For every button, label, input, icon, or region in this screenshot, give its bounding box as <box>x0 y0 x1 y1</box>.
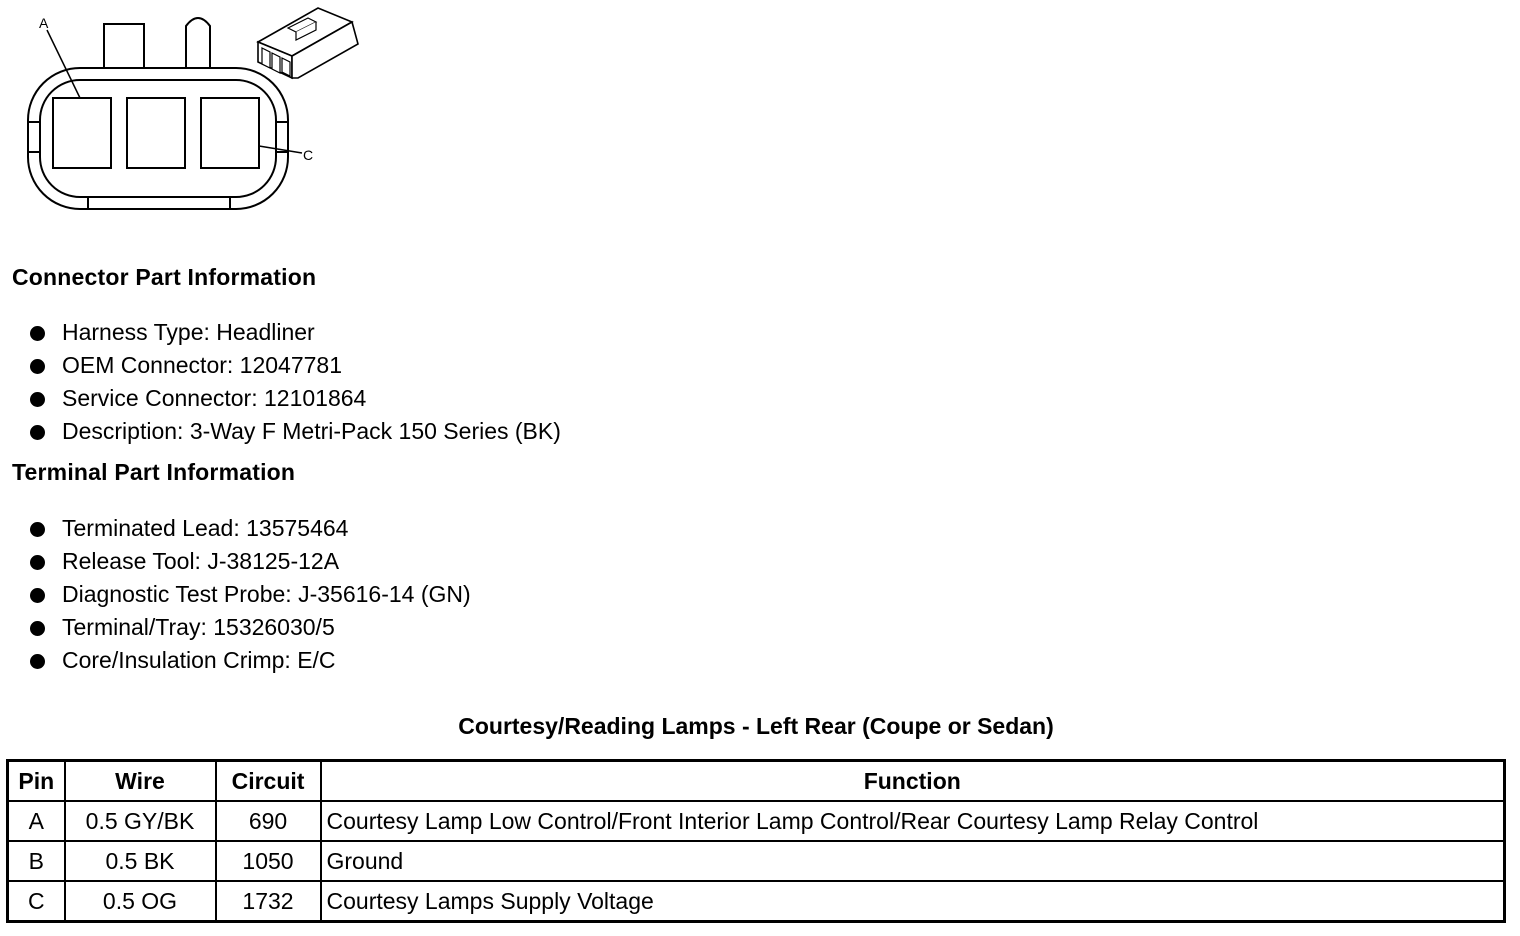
bullet-icon <box>30 654 45 669</box>
list-item: Release Tool: J-38125-12A <box>26 545 471 578</box>
cell-pin: C <box>8 881 65 922</box>
table-row <box>8 801 1505 841</box>
column-header-pin: Pin <box>8 761 65 802</box>
connector-info-list <box>26 316 561 448</box>
connector-tab-left <box>104 24 144 72</box>
column-header-function: Function <box>321 761 1505 802</box>
connector-info-heading: Connector Part Information <box>12 264 317 290</box>
cell-circuit: 1732 <box>216 881 321 922</box>
bullet-icon <box>30 326 45 341</box>
table-header-row <box>8 761 1505 802</box>
list-item: Harness Type: Headliner <box>26 316 561 349</box>
bullet-icon <box>30 522 45 537</box>
list-item: OEM Connector: 12047781 <box>26 349 561 382</box>
cell-function: Courtesy Lamp Low Control/Front Interior Lamp Control/Rear Courtesy Lamp Relay Control <box>321 801 1505 841</box>
bullet-icon <box>30 621 45 636</box>
cell-function: Courtesy Lamps Supply Voltage <box>321 881 1505 922</box>
list-item: Service Connector: 12101864 <box>26 382 561 415</box>
table-row <box>8 881 1505 922</box>
list-item: Terminated Lead: 13575464 <box>26 512 471 545</box>
column-header-wire: Wire <box>65 761 216 802</box>
list-item: Terminal/Tray: 15326030/5 <box>26 611 471 644</box>
cell-function: Ground <box>321 841 1505 881</box>
pinout-table <box>6 759 1506 923</box>
connector-iso-icon <box>258 8 358 78</box>
cell-circuit: 1050 <box>216 841 321 881</box>
list-item: Core/Insulation Crimp: E/C <box>26 644 471 677</box>
bullet-icon <box>30 425 45 440</box>
terminal-info-list <box>26 512 471 677</box>
table-row <box>8 841 1505 881</box>
cell-wire: 0.5 OG <box>65 881 216 922</box>
cell-circuit: 690 <box>216 801 321 841</box>
bullet-icon <box>30 359 45 374</box>
bullet-icon <box>30 588 45 603</box>
cell-wire: 0.5 GY/BK <box>65 801 216 841</box>
bullet-icon <box>30 392 45 407</box>
table-title: Courtesy/Reading Lamps - Left Rear (Coupe or Sedan) <box>458 713 1054 739</box>
connector-body-outer <box>28 68 288 209</box>
cell-pin: B <box>8 841 65 881</box>
bullet-icon <box>30 555 45 570</box>
pin-label-c: C <box>303 147 314 163</box>
terminal-info-heading: Terminal Part Information <box>12 459 296 485</box>
pin-label-a: A <box>39 15 49 31</box>
list-item: Description: 3-Way F Metri-Pack 150 Series (BK) <box>26 415 561 448</box>
connector-diagram <box>0 0 380 225</box>
cell-wire: 0.5 BK <box>65 841 216 881</box>
cell-pin: A <box>8 801 65 841</box>
column-header-circuit: Circuit <box>216 761 321 802</box>
list-item: Diagnostic Test Probe: J-35616-14 (GN) <box>26 578 471 611</box>
